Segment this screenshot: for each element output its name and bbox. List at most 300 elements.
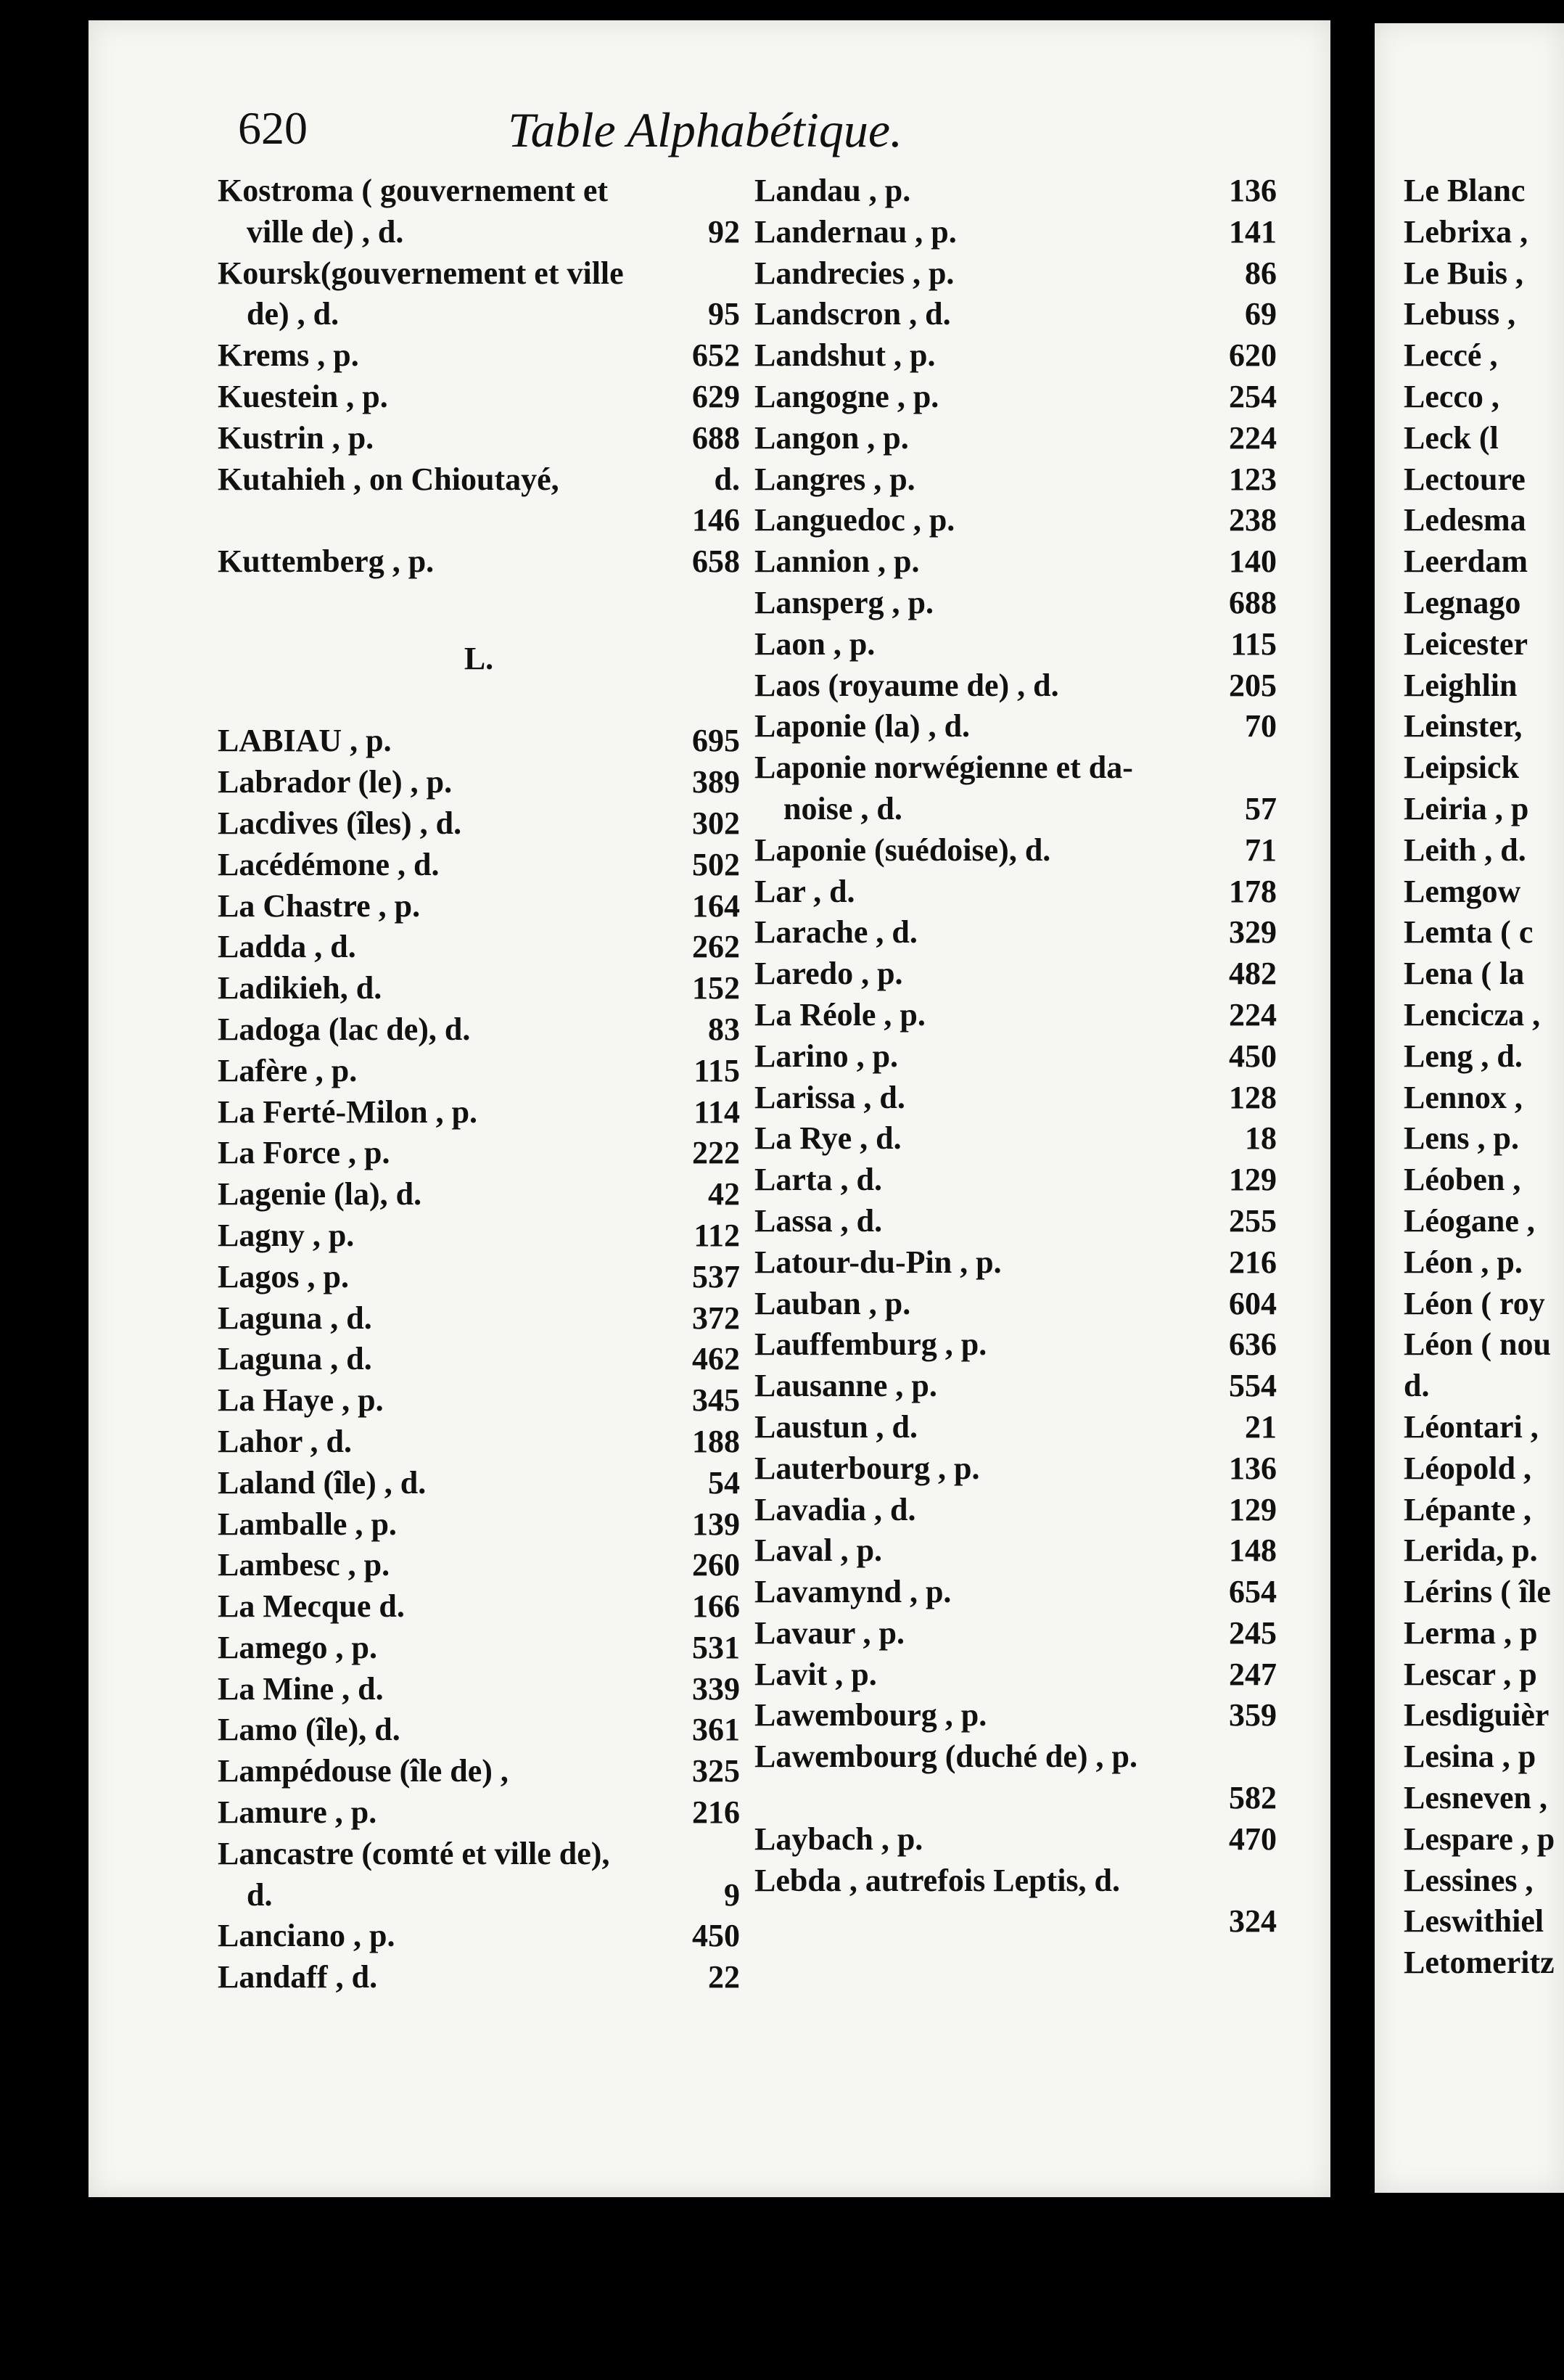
entry-name: Krems , p. <box>218 337 359 374</box>
entry-name: La Mine , d. <box>218 1670 384 1707</box>
entry-name: Lemgow <box>1404 873 1521 909</box>
entry-name: Lamure , p. <box>218 1794 377 1831</box>
entry-name: Lahor , d. <box>218 1423 353 1459</box>
entry-name: Laustun , d. <box>754 1408 918 1445</box>
entry-name: Lectoure <box>1404 461 1526 497</box>
entry-page: 582 <box>1229 1780 1277 1816</box>
entry-name: La Réole , p. <box>754 996 926 1033</box>
entry-name: Ladda , d. <box>218 929 356 965</box>
index-entry <box>754 665 1277 707</box>
index-entry <box>218 1421 740 1463</box>
entry-name: Lauterbourg , p. <box>754 1450 980 1486</box>
index-entry <box>754 212 1277 253</box>
index-entry <box>1404 1118 1564 1160</box>
entry-name: Lamballe , p. <box>218 1506 397 1542</box>
entry-name: Kuestein , p. <box>218 378 388 414</box>
entry-name: Léopold , <box>1404 1450 1532 1486</box>
index-entry <box>754 1284 1277 1325</box>
entry-page: 123 <box>1229 461 1277 497</box>
entry-name: Laguna , d. <box>218 1300 372 1336</box>
entry-page: 462 <box>692 1341 740 1377</box>
entry-page: 136 <box>1229 173 1277 208</box>
entry-name: Laponie (la) , d. <box>754 708 971 744</box>
index-entry <box>218 1916 740 1957</box>
entry-page: 140 <box>1229 543 1277 580</box>
entry-group-end <box>218 1916 740 1998</box>
entry-name: Lacédémone , d. <box>218 846 440 882</box>
entry-name: Lebda , autrefois Leptis, d. <box>754 1862 1121 1898</box>
index-entry <box>1404 1572 1564 1613</box>
index-entry <box>218 762 740 803</box>
entry-name: Lafère , p. <box>218 1052 358 1088</box>
index-entry <box>218 418 740 459</box>
entry-name: Laon , p. <box>754 625 876 662</box>
index-entry <box>1404 1407 1564 1448</box>
index-entry <box>1404 1036 1564 1078</box>
entry-name: Lagny , p. <box>218 1217 355 1253</box>
entry-page: 216 <box>692 1794 740 1831</box>
entry-name-cont: noise , d. <box>783 790 902 826</box>
entry-name: Lavamynd , p. <box>754 1574 952 1610</box>
index-entry <box>1404 583 1564 624</box>
index-entry <box>218 1339 740 1380</box>
index-entry <box>754 1530 1277 1572</box>
index-entry <box>754 1160 1277 1201</box>
entry-name: Lampédouse (île de) , <box>218 1753 509 1789</box>
entry-name: Laybach , p. <box>754 1821 923 1857</box>
index-entry <box>1404 912 1564 953</box>
index-entry <box>218 927 740 968</box>
entry-page: 115 <box>1230 625 1277 662</box>
index-entry <box>1404 541 1564 583</box>
index-entry <box>754 171 1277 212</box>
index-entry <box>1404 1160 1564 1201</box>
index-entry <box>1404 212 1564 253</box>
entry-name: Leipsick <box>1404 750 1519 786</box>
index-entry <box>1404 335 1564 377</box>
index-entry <box>218 1957 740 1998</box>
entry-name: Lavadia , d. <box>754 1491 916 1527</box>
entry-page: 652 <box>692 337 740 374</box>
entry-name: Langon , p. <box>754 419 909 456</box>
index-entry <box>754 706 1277 747</box>
entry-name: Lawembourg (duché de) , p. <box>754 1739 1138 1775</box>
entry-name: Lanciano , p. <box>218 1918 395 1954</box>
entry-page: 70 <box>1245 708 1277 744</box>
index-entry <box>1404 789 1564 830</box>
entry-name: Landrecies , p. <box>754 255 955 291</box>
entry-name: Lavit , p. <box>754 1656 877 1692</box>
index-entry <box>218 1298 740 1339</box>
entry-page: 83 <box>708 1011 740 1047</box>
index-entry <box>218 1628 740 1669</box>
entry-page: 345 <box>692 1382 740 1419</box>
entry-name: Leng , d. <box>1404 1038 1523 1074</box>
entry-page: 482 <box>1229 956 1277 992</box>
entry-name: Lar , d. <box>754 873 855 909</box>
entry-name: Lauban , p. <box>754 1285 911 1321</box>
index-entry <box>218 1504 740 1546</box>
index-entry <box>1404 500 1564 541</box>
index-entry <box>218 1133 740 1174</box>
entry-name: Laponie (suédoise), d. <box>754 832 1051 868</box>
entry-page: 164 <box>692 887 740 924</box>
entry-page: 222 <box>692 1135 740 1171</box>
entry-group-k <box>218 335 740 459</box>
entry-page: 629 <box>692 378 740 414</box>
entry-name: Lescar , p <box>1404 1656 1537 1692</box>
entry-name: Lausanne , p. <box>754 1368 937 1404</box>
index-entry <box>1404 953 1564 995</box>
entry-name: Lesdiguièr <box>1404 1697 1549 1733</box>
index-entry <box>754 1572 1277 1613</box>
entry-page: 115 <box>693 1052 740 1088</box>
index-entry <box>1404 1448 1564 1490</box>
entry-page: 42 <box>708 1176 740 1212</box>
entry-page: 688 <box>692 419 740 456</box>
entry-name: Leerdam <box>1404 543 1528 580</box>
entry-page: 329 <box>1229 914 1277 951</box>
entry-page: 247 <box>1229 1656 1277 1692</box>
index-entry <box>754 500 1277 541</box>
index-entry <box>1404 377 1564 418</box>
entry-page: 216 <box>1229 1244 1277 1280</box>
section-letter: L. <box>464 640 494 676</box>
index-entry <box>1404 459 1564 501</box>
entry-group-a <box>754 171 1277 747</box>
entry-name: Léoben , <box>1404 1162 1521 1198</box>
entry-name: Lerida, p. <box>1404 1532 1538 1569</box>
entry-page: 255 <box>1229 1202 1277 1239</box>
index-entry <box>1404 1284 1564 1325</box>
entry-page: 18 <box>1245 1120 1277 1157</box>
entry-page: 112 <box>693 1217 740 1253</box>
entry-page: 470 <box>1229 1821 1277 1857</box>
index-entry <box>218 253 740 336</box>
entry-page: 21 <box>1245 1408 1277 1445</box>
index-column-2 <box>754 171 1277 1942</box>
entry-page: 57 <box>1245 790 1277 826</box>
index-entry <box>754 830 1277 871</box>
entry-name: Larta , d. <box>754 1162 882 1198</box>
entry-page: 372 <box>692 1300 740 1336</box>
index-entry <box>218 1215 740 1257</box>
entry-name: La Chastre , p. <box>218 887 421 924</box>
index-entry <box>754 1695 1277 1736</box>
entry-page: 205 <box>1229 667 1277 703</box>
entry-page: 166 <box>692 1588 740 1625</box>
index-entry <box>1404 1736 1564 1778</box>
index-entry <box>1404 706 1564 747</box>
entry-page: 502 <box>692 846 740 882</box>
index-entry <box>754 1118 1277 1160</box>
entry-page: 531 <box>692 1629 740 1665</box>
entry-name: Larissa , d. <box>754 1079 905 1115</box>
index-entry <box>1404 747 1564 789</box>
entry-name: Lauffemburg , p. <box>754 1326 987 1363</box>
entry-page: 450 <box>1229 1038 1277 1074</box>
index-entry <box>754 953 1277 995</box>
index-entry <box>218 968 740 1009</box>
entry-name: Landshut , p. <box>754 337 936 374</box>
index-entry <box>1404 830 1564 871</box>
index-entry <box>1404 871 1564 913</box>
entry-name: La Rye , d. <box>754 1120 902 1157</box>
entry-name: Lesneven , <box>1404 1780 1547 1816</box>
entry-page: 188 <box>692 1423 740 1459</box>
index-entry <box>754 1407 1277 1448</box>
entry-name: Ladoga (lac de), d. <box>218 1011 471 1047</box>
index-entry <box>1404 1860 1564 1902</box>
index-entry <box>754 912 1277 953</box>
entry-page: 654 <box>1229 1574 1277 1610</box>
entry-name: Lens , p. <box>1404 1120 1519 1157</box>
entry-page: 146 <box>692 502 740 538</box>
index-entry <box>1404 1530 1564 1572</box>
entry-name: Landau , p. <box>754 173 911 208</box>
entry-page: 450 <box>692 1918 740 1954</box>
index-entry <box>754 624 1277 665</box>
index-entry <box>754 1078 1277 1119</box>
entry-page: 22 <box>708 1959 740 1995</box>
entry-page: 178 <box>1229 873 1277 909</box>
index-entry <box>218 803 740 845</box>
entry-name: Lambesc , p. <box>218 1547 390 1583</box>
index-entry <box>1404 1366 1564 1407</box>
entry-page: 139 <box>692 1506 740 1542</box>
index-entry <box>754 1654 1277 1696</box>
index-entry <box>754 541 1277 583</box>
entry-name: Leith , d. <box>1404 832 1526 868</box>
entry-page: 389 <box>692 764 740 800</box>
entry-page: 152 <box>692 970 740 1006</box>
entry-name: Latour-du-Pin , p. <box>754 1244 1002 1280</box>
entry-name: Lansperg , p. <box>754 584 934 620</box>
entry-name: Laguna , d. <box>218 1341 372 1377</box>
entry-page: 129 <box>1229 1491 1277 1527</box>
entry-page: 224 <box>1229 996 1277 1033</box>
entry-page: 620 <box>1229 337 1277 374</box>
index-entry <box>1404 1613 1564 1654</box>
entry-name: Leswithiel <box>1404 1903 1544 1940</box>
index-entry <box>218 1380 740 1421</box>
index-entry <box>1404 1324 1564 1366</box>
entry-name: Lancastre (comté et ville de), <box>218 1835 610 1871</box>
page-number: 620 <box>238 102 308 154</box>
index-entry <box>218 1834 740 1916</box>
entry-name: Labrador (le) , p. <box>218 764 453 800</box>
entry-page: 339 <box>692 1670 740 1707</box>
entry-name: Leighlin <box>1404 667 1518 703</box>
entry-page: 636 <box>1229 1326 1277 1363</box>
entry-name: Landaff , d. <box>218 1959 378 1995</box>
entry-name-cont: d. <box>714 461 740 497</box>
index-entry <box>218 886 740 927</box>
index-entry <box>218 1669 740 1710</box>
entry-name: Léon ( roy <box>1404 1285 1545 1321</box>
index-entry <box>754 583 1277 624</box>
entry-name: La Haye , p. <box>218 1382 384 1419</box>
entry-name: Lencicza , <box>1404 996 1541 1033</box>
entry-name: Lacdives (îles) , d. <box>218 805 462 841</box>
entry-name: Larino , p. <box>754 1038 899 1074</box>
entry-name: Laval , p. <box>754 1532 883 1569</box>
entry-page: 238 <box>1229 502 1277 538</box>
index-entry <box>1404 418 1564 459</box>
entry-name: Lamego , p. <box>218 1629 377 1665</box>
entry-name: Leinster, <box>1404 708 1523 744</box>
index-entry <box>754 1242 1277 1284</box>
entry-name: Legnago <box>1404 584 1521 620</box>
index-entry <box>218 1792 740 1834</box>
entry-name: Lannion , p. <box>754 543 920 580</box>
page-title: Table Alphabétique. <box>508 102 902 157</box>
index-entry <box>1404 665 1564 707</box>
index-entry <box>754 1366 1277 1407</box>
entry-name: Lena ( la <box>1404 956 1525 992</box>
index-entry <box>754 1613 1277 1654</box>
entry-name-cont: de) , d. <box>247 296 339 332</box>
entry-page: 128 <box>1229 1079 1277 1115</box>
entry-name: Leccé , <box>1404 337 1498 374</box>
index-entry <box>754 1448 1277 1490</box>
index-entry <box>1404 1778 1564 1819</box>
index-entry <box>754 418 1277 459</box>
index-entry <box>218 1257 740 1298</box>
index-entry <box>754 1324 1277 1366</box>
entry-name: Lennox , <box>1404 1079 1523 1115</box>
entry-page: 359 <box>1229 1697 1277 1733</box>
index-entry <box>218 1463 740 1504</box>
entry-name: Lespare , p <box>1404 1821 1555 1857</box>
index-entry <box>754 294 1277 335</box>
entry-page: 262 <box>692 929 740 965</box>
entry-name: Lecco , <box>1404 378 1499 414</box>
entry-name: Léogane , <box>1404 1202 1535 1239</box>
index-entry <box>754 747 1277 830</box>
index-entry <box>1404 1695 1564 1736</box>
index-column-1 <box>218 171 740 1998</box>
entry-name: Ladikieh, d. <box>218 970 382 1006</box>
entry-name: Landernau , p. <box>754 213 957 250</box>
entry-name: La Force , p. <box>218 1135 390 1171</box>
index-entry <box>218 1174 740 1215</box>
index-entry <box>218 459 740 542</box>
entry-name: Lebrixa , <box>1404 213 1528 250</box>
entry-name: Le Blanc <box>1404 173 1526 208</box>
index-entry <box>218 377 740 418</box>
index-entry <box>1404 995 1564 1036</box>
entry-name: d. <box>1404 1368 1430 1404</box>
entry-page: 71 <box>1245 832 1277 868</box>
index-entry <box>218 1751 740 1792</box>
index-entry <box>218 171 740 253</box>
entry-page: 86 <box>1245 255 1277 291</box>
entry-group-l <box>218 721 740 1834</box>
entry-page: 254 <box>1229 378 1277 414</box>
entry-page: 224 <box>1229 419 1277 456</box>
entry-page: 260 <box>692 1547 740 1583</box>
entry-page: 554 <box>1229 1368 1277 1404</box>
entry-name: Kuttemberg , p. <box>218 543 435 580</box>
index-entry <box>1404 1901 1564 1942</box>
entry-name: Kostroma ( gouvernement et <box>218 173 609 208</box>
index-entry <box>218 335 740 377</box>
entry-page: 688 <box>1229 584 1277 620</box>
entry-name: Ledesma <box>1404 502 1526 538</box>
entry-name: Lerma , p <box>1404 1614 1538 1651</box>
entry-name: Laponie norwégienne et da- <box>754 750 1133 786</box>
entry-name: Landscron , d. <box>754 296 951 332</box>
entry-page: 92 <box>708 213 740 250</box>
index-entry <box>754 377 1277 418</box>
entry-name: La Mecque d. <box>218 1588 405 1625</box>
entry-page: 129 <box>1229 1162 1277 1198</box>
entry-name: Lawembourg , p. <box>754 1697 987 1733</box>
entry-name: Lagos , p. <box>218 1258 349 1294</box>
entry-page: 114 <box>693 1093 740 1130</box>
entry-page: 361 <box>692 1712 740 1748</box>
entry-name: Léon ( nou <box>1404 1326 1551 1363</box>
entry-name: Lebuss , <box>1404 296 1516 332</box>
index-entry <box>754 871 1277 913</box>
index-entry <box>1404 1078 1564 1119</box>
entry-name: Languedoc , p. <box>754 502 955 538</box>
index-entry <box>218 1710 740 1751</box>
entry-page: 695 <box>692 723 740 759</box>
index-entry <box>754 995 1277 1036</box>
index-entry <box>1404 1654 1564 1696</box>
entry-page: 245 <box>1229 1614 1277 1651</box>
entry-name: Lavaur , p. <box>754 1614 905 1651</box>
index-entry <box>754 1819 1277 1860</box>
entry-name: Lépante , <box>1404 1491 1531 1527</box>
entry-page: 537 <box>692 1258 740 1294</box>
index-entry <box>1404 1819 1564 1860</box>
index-entry <box>218 845 740 886</box>
index-entry <box>218 541 740 583</box>
entry-name: Léontari , <box>1404 1408 1539 1445</box>
index-entry <box>218 1009 740 1051</box>
index-entry <box>1404 253 1564 295</box>
index-entry <box>754 1736 1277 1819</box>
entry-name: Leicester <box>1404 625 1528 662</box>
entry-name: Lemta ( c <box>1404 914 1534 951</box>
entry-page: 9 <box>724 1876 740 1913</box>
index-entry <box>1404 294 1564 335</box>
entry-page: 54 <box>708 1464 740 1501</box>
entry-name: Larache , d. <box>754 914 918 951</box>
entry-name: Letomeritz <box>1404 1945 1555 1981</box>
entry-name-cont: ville de) , d. <box>247 213 404 250</box>
entry-page: 658 <box>692 543 740 580</box>
entry-page: 324 <box>1229 1903 1277 1940</box>
index-entry <box>754 1490 1277 1531</box>
entry-name: Leiria , p <box>1404 790 1529 826</box>
entry-group-b <box>754 830 1277 1737</box>
entry-page: 302 <box>692 805 740 841</box>
entry-page: 69 <box>1245 296 1277 332</box>
entry-name: Laos (royaume de) , d. <box>754 667 1059 703</box>
entry-name: Lessines , <box>1404 1862 1534 1898</box>
entry-name: Lagenie (la), d. <box>218 1176 422 1212</box>
index-column-3 <box>1404 171 1564 1984</box>
entry-name: LABIAU , p. <box>218 723 392 759</box>
index-entry <box>754 1860 1277 1943</box>
entry-name: Laland (île) , d. <box>218 1464 427 1501</box>
entry-page: 95 <box>708 296 740 332</box>
entry-name: Lamo (île), d. <box>218 1712 400 1748</box>
